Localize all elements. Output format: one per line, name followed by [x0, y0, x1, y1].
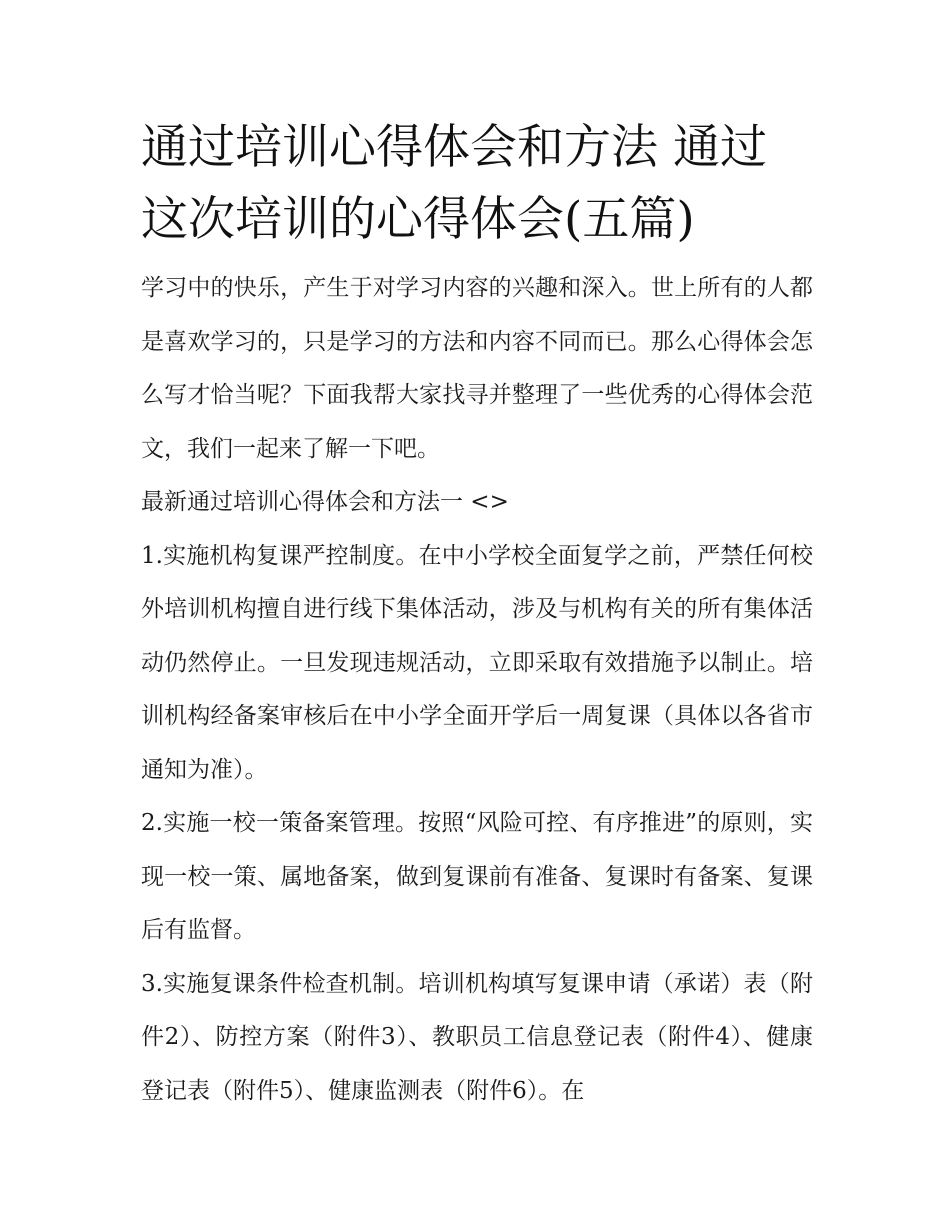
list-item-3: 3.实施复课条件检查机制。培训机构填写复课申请（承诺）表（附件2）、防控方案（附件3）、教职员工信息登记表（附件4）、健康登记表（附件5）、健康监测表（附件6）。在 — [141, 970, 813, 1104]
document-content — [141, 112, 813, 1118]
section-heading: 最新通过培训心得体会和方法一 <> — [141, 489, 509, 515]
intro-paragraph: 学习中的快乐，产生于对学习内容的兴趣和深入。世上所有的人都是喜欢学习的，只是学习的方法和内容不同而已。那么心得体会怎么写才恰当呢？下面我帮大家找寻并整理了一些优秀的心得体会范文，我们一起来了解一下吧。 — [141, 275, 813, 462]
list-item-1: 1.实施机构复课严控制度。在中小学校全面复学之前，严禁任何校外培训机构擅自进行线下集体活动，涉及与机构有关的所有集体活动仍然停止。一旦发现违规活动，立即采取有效措施予以制止。培训机构经备案审核后在中小学全面开学后一周复课（具体以各省市通知为准）。 — [141, 542, 813, 783]
document-title: 通过培训心得体会和方法 通过这次培训的心得体会(五篇) — [141, 120, 767, 247]
document-body — [141, 262, 813, 1118]
list-item-2: 2.实施一校一策备案管理。按照“风险可控、有序推进”的原则，实现一校一策、属地备案，做到复课前有准备、复课时有备案、复课后有监督。 — [141, 810, 813, 943]
